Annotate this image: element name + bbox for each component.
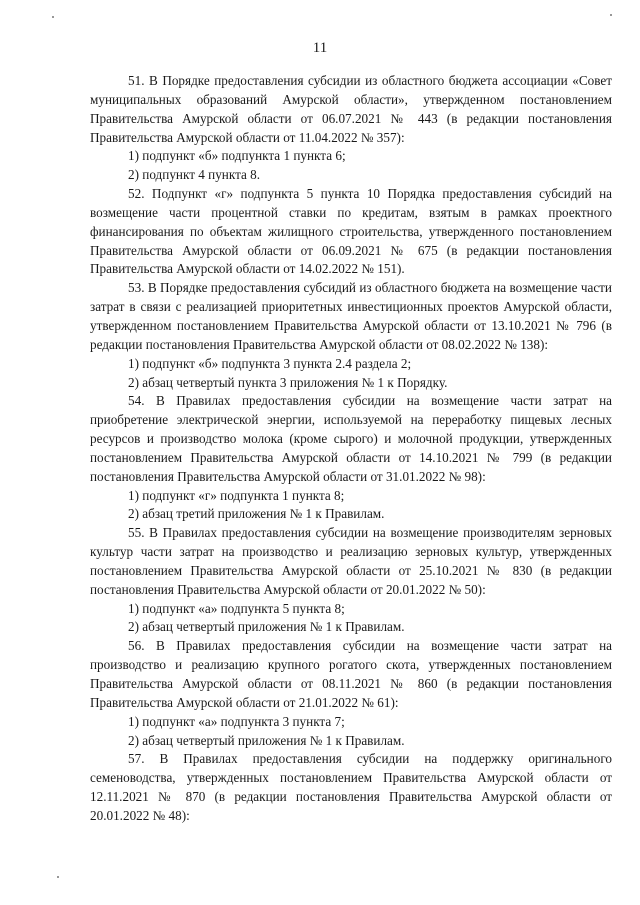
list-item: 2) абзац четвертый приложения № 1 к Правилам.: [128, 619, 405, 635]
scan-speck: [52, 16, 54, 18]
paragraph-57: 57. В Правилах предоставления субсидии на поддержку оригинального семеноводства, утвержденных постановлением Правительства Амурской области от 12.11.2021 № 870 (в редакции постановления Правительства Амурской области от 20.01.2022 № 48):: [90, 751, 612, 823]
paragraph-53: 53. В Порядке предоставления субсидий из областного бюджета на возмещение части затрат в связи с реализацией приоритетных инвестиционных проектов Амурской области, утвержденном постановлением Правительства Амурской области от 13.10.2021 № 796 (в редакции постановления Правительства Амурской области от 08.02.2022 № 138):: [90, 280, 612, 352]
list-item: 2) абзац четвертый пункта 3 приложения № 1 к Порядку.: [128, 374, 448, 390]
scan-speck: [610, 14, 612, 16]
list-item: 1) подпункт «а» подпункта 5 пункта 8;: [128, 600, 345, 616]
list-item: 2) абзац третий приложения № 1 к Правилам.: [128, 506, 385, 522]
paragraph-56: 56. В Правилах предоставления субсидии на возмещение части затрат на производство и реализацию крупного рогатого скота, утвержденных постановлением Правительства Амурской области от 08.11.2021 № 860 (в редакции постановления Правительства Амурской области от 21.01.2022 № 61):: [90, 638, 612, 710]
list-item: 1) подпункт «б» подпункта 3 пункта 2.4 раздела 2;: [128, 355, 412, 371]
document-body: [90, 72, 612, 826]
list-item: 2) подпункт 4 пункта 8.: [128, 167, 261, 183]
paragraph-52: 52. Подпункт «г» подпункта 5 пункта 10 Порядка предоставления субсидий на возмещение части процентной ставки по кредитам, взятым в рамках проектного финансирования по объектам жилищного строительства, утвержденного постановлением Правительства Амурской области от 06.09.2021 № 675 (в редакции постановления Правительства Амурской области от 14.02.2022 № 151).: [90, 186, 612, 277]
paragraph-51: 51. В Порядке предоставления субсидии из областного бюджета ассоциации «Совет муниципальных образований Амурской области», утвержденном постановлением Правительства Амурской области от 06.07.2021 № 443 (в редакции постановления Правительства Амурской области от 11.04.2022 № 357):: [90, 73, 612, 145]
list-item: 1) подпункт «б» подпункта 1 пункта 6;: [128, 148, 346, 164]
paragraph-54: 54. В Правилах предоставления субсидии на возмещение части затрат на приобретение электрической энергии, используемой на переработку пищевых лесных ресурсов и производство молока (кроме сырого) и молочной продукции, утвержденных постановлением Правительства Амурской области от 14.10.2021 № 799 (в редакции постановления Правительства Амурской области от 31.01.2022 № 98):: [90, 393, 612, 484]
list-item: 1) подпункт «г» подпункта 1 пункта 8;: [128, 487, 345, 503]
list-item: 2) абзац четвертый приложения № 1 к Правилам.: [128, 732, 405, 748]
paragraph-55: 55. В Правилах предоставления субсидии на возмещение производителям зерновых культур части затрат на производство и реализацию зерновых культур, утвержденных постановлением Правительства Амурской области от 25.10.2021 № 830 (в редакции постановления Правительства Амурской области от 20.01.2022 № 50):: [90, 525, 612, 597]
scan-speck: [57, 876, 59, 878]
list-item: 1) подпункт «а» подпункта 3 пункта 7;: [128, 713, 345, 729]
page-number: 11: [312, 40, 328, 56]
